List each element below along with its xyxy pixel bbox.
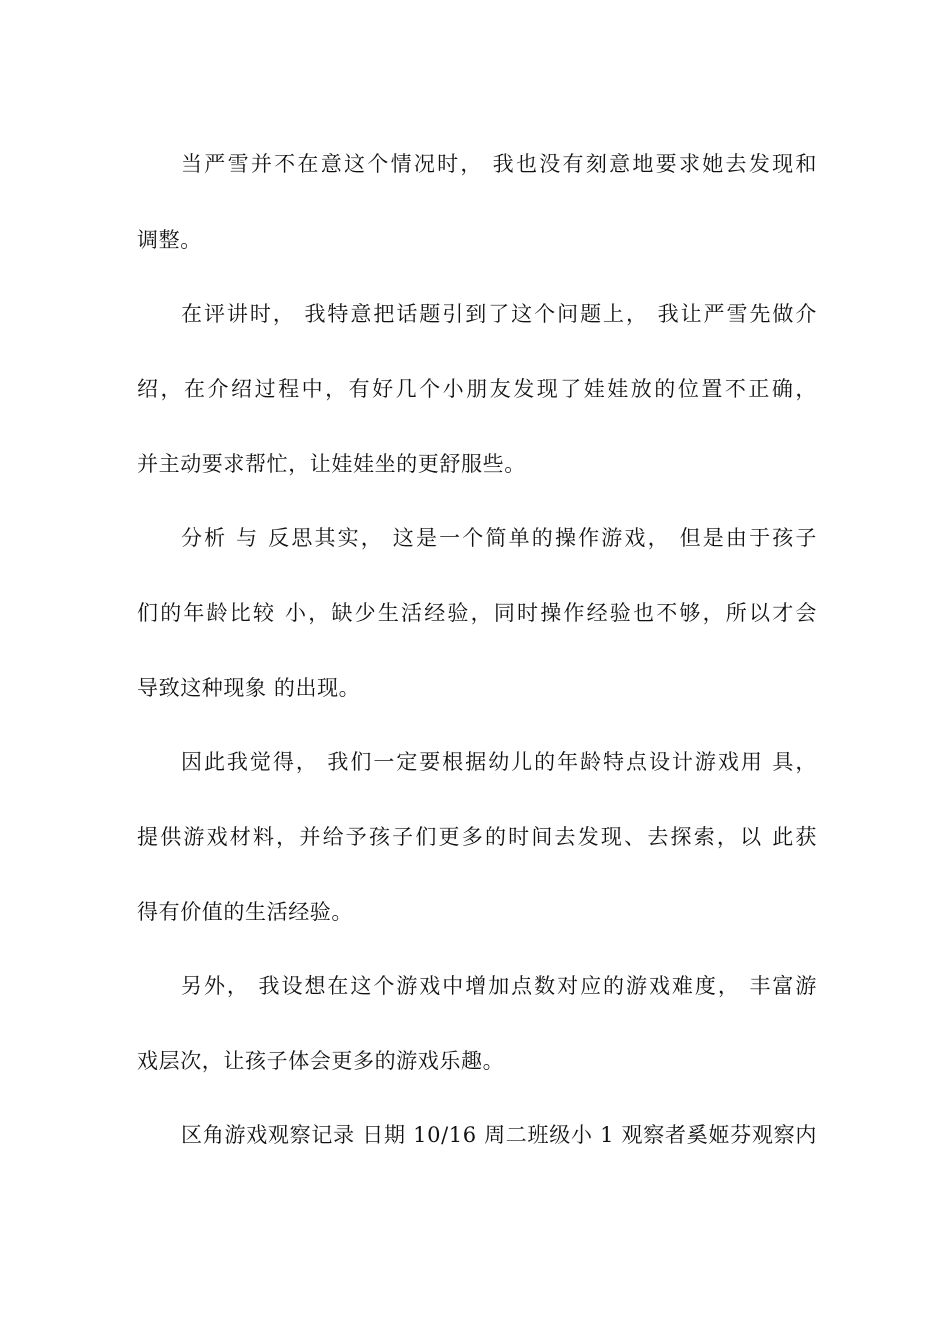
paragraph-3-line-2: 们的年龄比较 小，缺少生活经验，同时操作经验也不够，所以才会 [137, 601, 817, 625]
paragraph-1-line-1: 当严雪并不在意这个情况时， 我也没有刻意地要求她去发现和 [181, 152, 817, 176]
paragraph-3-line-1: 分析 与 反思其实， 这是一个简单的操作游戏， 但是由于孩子 [181, 526, 817, 550]
paragraph-6-line-1: 区角游戏观察记录 日期 10/16 周二班级小 1 观察者奚姬芬观察内 [181, 1123, 817, 1147]
paragraph-3-line-3: 导致这种现象 的出现。 [137, 676, 361, 700]
paragraph-4-line-3: 得有价值的生活经验。 [137, 900, 353, 924]
paragraph-2-line-3: 并主动要求帮忙，让娃娃坐的更舒服些。 [137, 452, 526, 476]
paragraph-4-line-2: 提供游戏材料，并给予孩子们更多的时间去发现、去探索，以 此获 [137, 825, 817, 849]
paragraph-1-line-2: 调整。 [137, 228, 202, 252]
paragraph-5-line-1: 另外， 我设想在这个游戏中增加点数对应的游戏难度， 丰富游 [181, 974, 817, 998]
paragraph-5-line-2: 戏层次，让孩子体会更多的游戏乐趣。 [137, 1049, 505, 1073]
paragraph-4-line-1: 因此我觉得， 我们一定要根据幼儿的年龄特点设计游戏用 具， [181, 750, 817, 774]
paragraph-2-line-2: 绍，在介绍过程中，有好几个小朋友发现了娃娃放的位置不正确， [137, 377, 817, 401]
paragraph-2-line-1: 在评讲时， 我特意把话题引到了这个问题上， 我让严雪先做介 [181, 302, 817, 326]
